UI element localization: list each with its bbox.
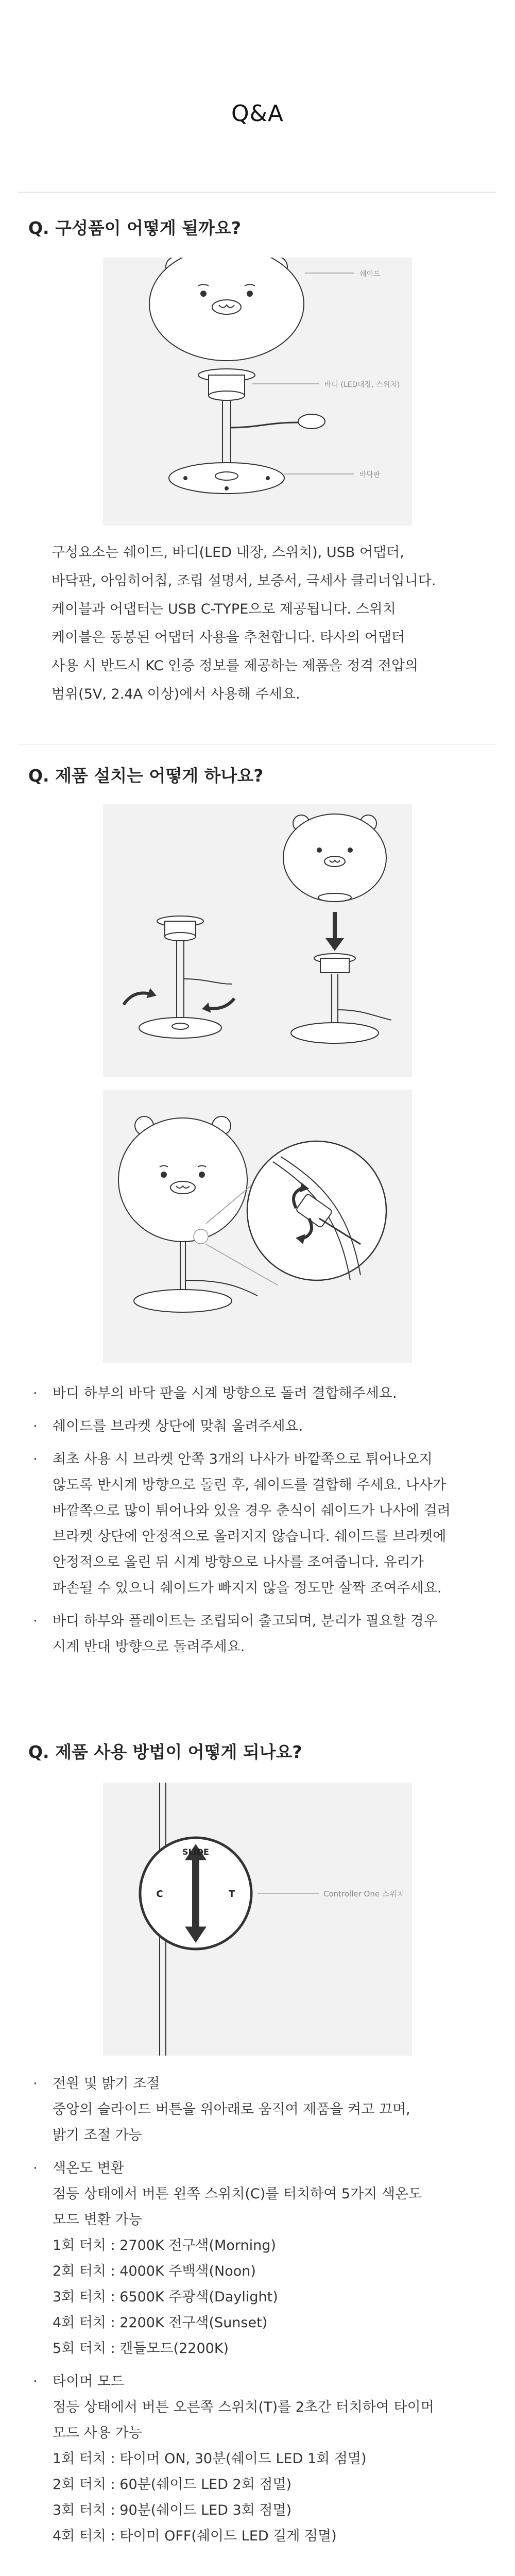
installation-illustration-1 [103,804,412,1077]
list-item: · 타이머 모드 점등 상태에서 버튼 오른쪽 스위치(T)를 2초간 터치하여 타이머 모드 사용 가능 1회 터치 : 타이머 ON, 30분(쉐이드 LED 1회 점멸) 2회 터치 : 60분(쉐이드 LED 2회 점멸) 3회 터치 : 90분(쉐이드 LED 3회 점멸) 4회 터치 : 타이머 OFF(쉐이드 LED 길게 점멸) [33,2374,434,2544]
q1-answer [52,538,464,708]
switch-c-label: C [156,1889,163,1900]
answer-line: 구성요소는 쉐이드, 바디(LED 내장, 스위치), USB 어댑터, [52,545,404,561]
answer-line: 바닥판, 아임히어칩, 조립 설명서, 보증서, 극세사 클리너입니다. [52,573,436,589]
controller-callout: Controller One 스위치 [323,1889,405,1899]
installation-diagram-1 [103,804,412,1077]
list-item: · 색온도 변환 점등 상태에서 버튼 왼쪽 스위치(C)를 터치하여 5가지 색온도 모드 변환 가능 1회 터치 : 2700K 전구색(Morning) 2회 터치 : 4000K 주백색(Noon) 3회 터치 : 6500K 주광색(Daylight) 4회 터치 : 2200K 전구색(Sunset) 5회 터치 : 캔들모드(2200K) [33,2160,422,2357]
components-diagram [103,258,412,526]
question-2-heading: Q. 제품 설치는 어떻게 하나요? [28,766,264,786]
callout-base: 바닥판 [359,471,381,479]
list-item: · 전원 및 밝기 조절 중앙의 슬라이드 버튼을 위아래로 움직여 제품을 켜고 끄며, 밝기 조절 가능 [33,2076,410,2143]
callout-body: 바디 (LED내장, 스위치) [324,381,400,389]
answer-line: 케이블은 동봉된 어댑터 사용을 추천합니다. 타사의 어댑터 [52,630,405,646]
list-item: · 쉐이드를 브라켓 상단에 맞춰 올려주세요. [33,1418,303,1434]
list-item: · 바디 하부와 플레이트는 조립되어 출고되며, 분리가 필요할 경우 시계 반대 방향으로 돌려주세요. [33,1613,437,1655]
question-1-heading: Q. 구성품이 어떻게 될까요? [28,218,241,238]
page-title: Q&A [231,100,284,127]
answer-line: 범위(5V, 2.4A 이상)에서 사용해 주세요. [52,686,300,702]
switch-t-label: T [228,1889,235,1900]
installation-diagram-2 [103,1090,412,1363]
installation-steps [31,1381,474,1667]
callout-shade: 쉐이드 [359,270,381,278]
title-divider [19,192,496,193]
controller-illustration [103,1783,412,2056]
section-divider [19,744,496,745]
answer-line: 케이블과 어댑터는 USB C-TYPE으로 제공됩니다. 스위치 [52,601,396,617]
slide-label: SLIDE [182,1847,209,1857]
installation-illustration-2 [103,1090,412,1363]
answer-line: 사용 시 반드시 KC 인증 정보를 제공하는 제품을 정격 전압의 [52,658,419,674]
components-illustration [103,258,412,526]
controller-diagram [103,1783,412,2056]
question-3-heading: Q. 제품 사용 방법이 어떻게 되나요? [28,1742,302,1762]
list-item: · 바디 하부의 바닥 판을 시계 방향으로 돌려 결합해주세요. [33,1385,397,1401]
list-item: · 최초 사용 시 브라켓 안쪽 3개의 나사가 바깥쪽으로 튀어나오지 않도록 반시계 방향으로 돌린 후, 쉐이드를 결합해 주세요. 나사가 바깥쪽으로 많이 튀어나와 있을 경우 춘식이 쉐이드가 나사에 걸려 브라켓 상단에 안정적으로 올려지지 않습니다. 쉐이드를 브라켓에 안정적으로 올린 뒤 시계 방향으로 나사를 조여줍니다. 유리가 파손될 수 있으니 쉐이드가 빠지지 않을 정도만 살짝 조여주세요. [33,1451,451,1596]
usage-instructions [31,2071,474,2556]
